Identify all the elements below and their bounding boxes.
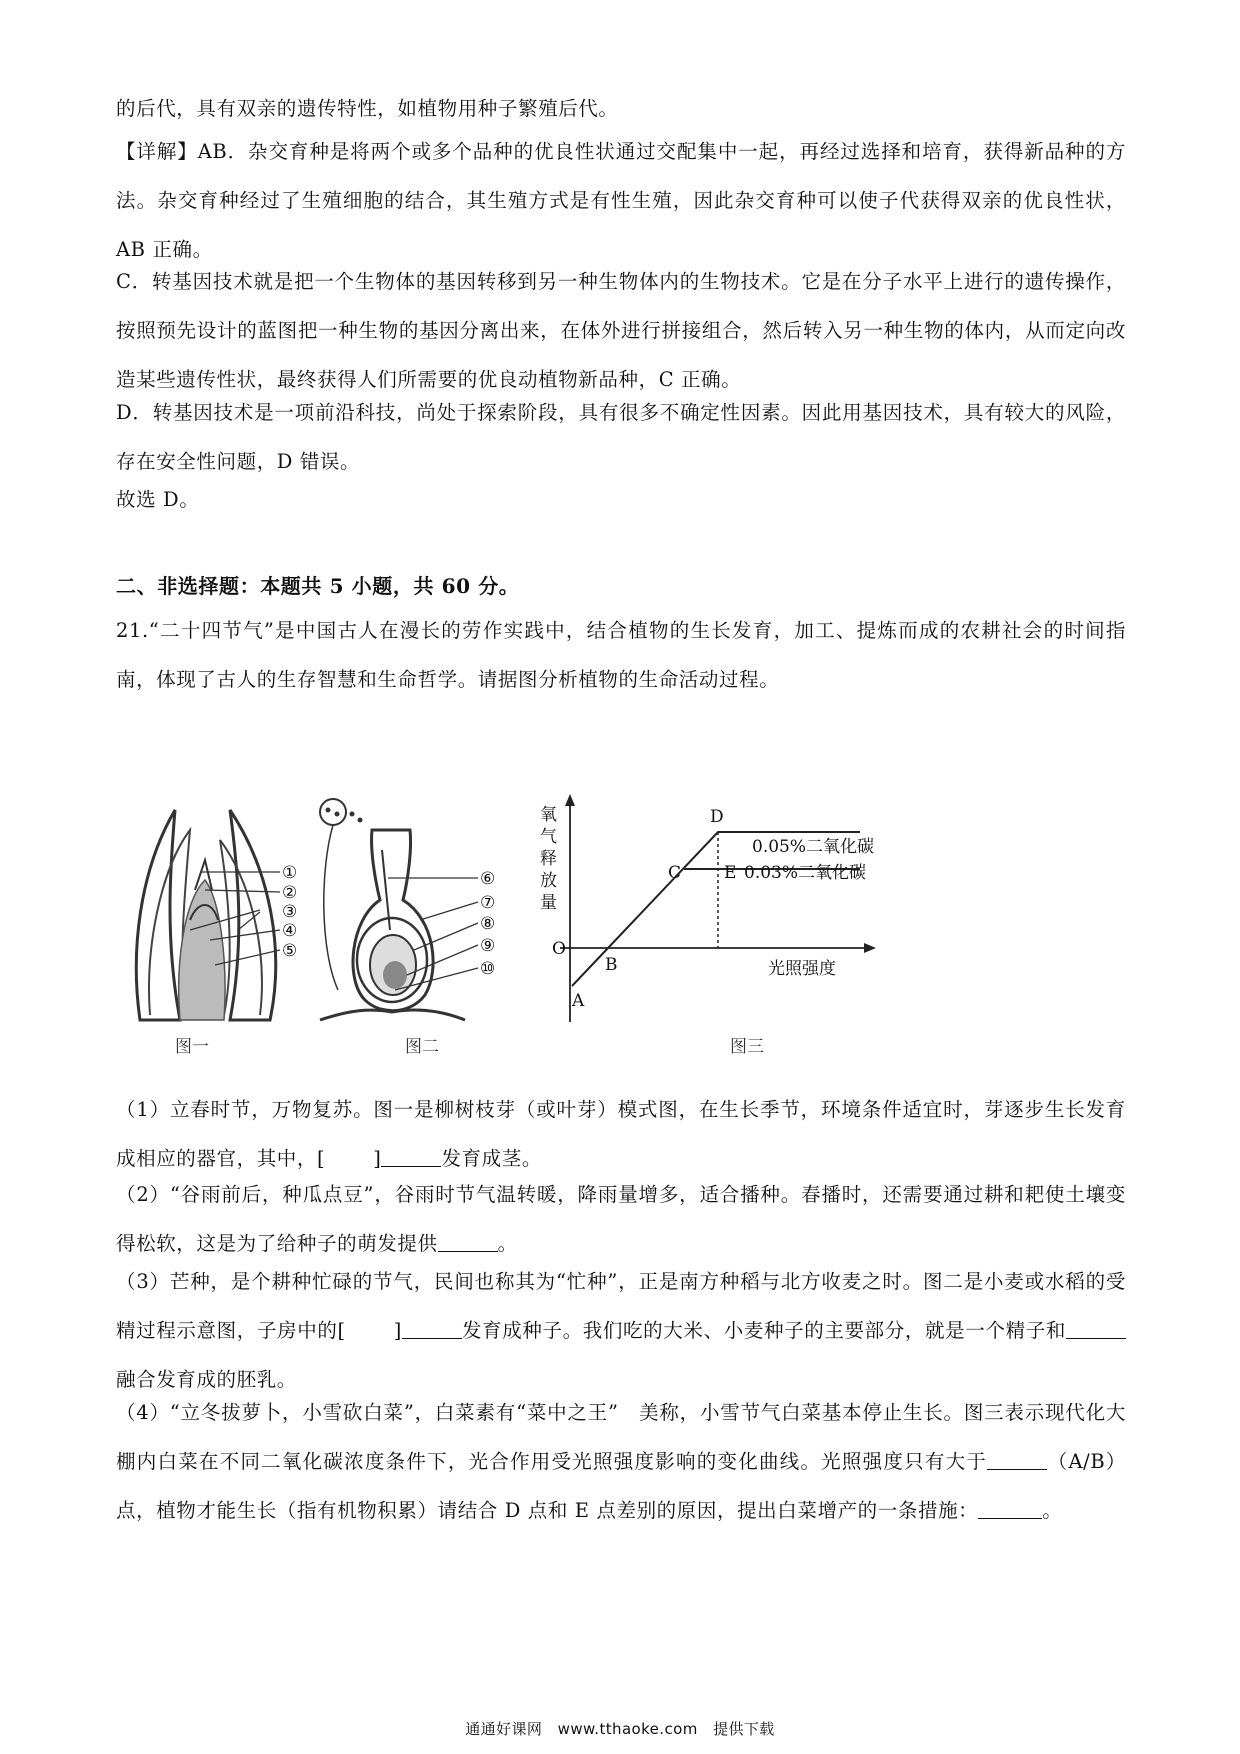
q3-text-a: （3）芒种，是个耕种忙碌的节气，民间也称其为“忙种”，正是南方种稻与北方收麦之时。图二是小麦或水稻的受精过程示意图，子房中的[ [116, 1270, 1126, 1342]
question-21-part-3 [116, 1257, 1126, 1404]
series-high-label: 0.05%二氧化碳 [752, 837, 875, 857]
fig1-label-4: ④ [282, 921, 298, 941]
q2-text-b: 。 [497, 1232, 518, 1255]
figures-row [120, 790, 1080, 1060]
answer-intro: 的后代，具有双亲的遗传特性，如植物用种子繁殖后代。 [116, 97, 619, 120]
chart-ylabel-1: 气 [540, 827, 557, 847]
page-footer: 通通好课网 www.tthaoke.com 提供下载 [465, 1720, 775, 1738]
chart-ylabel-4: 量 [540, 893, 557, 913]
figure-1-bud [136, 810, 297, 1057]
chart-point-b: B [605, 955, 618, 975]
detail-c: C．转基因技术就是把一个生物体的基因转移到另一种生物体内的生物技术。它是在分子水平上进行的遗传操作，按照预先设计的蓝图把一种生物的基因分离出来，在体外进行拼接组合，然后转入另一种生物的体内，从而定向改造某些遗传性状，最终获得人们所需要的优良动植物新品种，C 正确。 [116, 270, 1126, 391]
fig1-label-2: ② [282, 883, 298, 903]
chart-xlabel: 光照强度 [768, 959, 836, 979]
q2-answer-blank[interactable] [438, 1231, 498, 1252]
fig2-label-8: ⑧ [480, 914, 496, 934]
question-21-stem: 21.“二十四节气”是中国古人在漫长的劳作实践中，结合植物的生长发育，加工、提炼而成的农耕社会的时间指南，体现了古人的生存智慧和生命哲学。请据图分析植物的生命活动过程。 [116, 619, 1126, 691]
q1-text-c: 发育成茎。 [441, 1147, 542, 1170]
question-21-part-2 [116, 1170, 1126, 1268]
chart-ylabel-2: 释 [540, 849, 557, 869]
fig1-label-5: ⑤ [282, 941, 298, 961]
fig2-label-7: ⑦ [480, 893, 496, 913]
chart-point-a: A [572, 991, 585, 1011]
q3-text-d: 融合发育成的胚乳。 [116, 1368, 297, 1391]
chart-point-c: C [668, 863, 682, 883]
chart-origin-label: O [552, 939, 566, 959]
section-title: 二、非选择题：本题共 5 小题，共 60 分。 [116, 574, 520, 598]
q4-answer-blank-2[interactable] [978, 1498, 1042, 1519]
chart-ylabel-0: 氧 [540, 805, 557, 825]
figure-1-caption: 图一 [175, 1037, 209, 1057]
q3-text-c: 发育成种子。我们吃的大米、小麦种子的主要部分，就是一个精子和 [461, 1319, 1066, 1342]
q4-answer-blank-1[interactable] [987, 1449, 1047, 1470]
chart-point-e: E [724, 863, 737, 883]
q1-answer-blank[interactable] [381, 1146, 441, 1167]
q3-text-b: ] [393, 1319, 402, 1342]
fig1-label-1: ① [282, 863, 298, 883]
fig1-label-3: ③ [282, 902, 298, 922]
q3-answer-blank-2[interactable] [1066, 1318, 1126, 1339]
figure-2-caption: 图二 [405, 1037, 439, 1057]
q4-text-a: （4）“立冬拔萝卜，小雪砍白菜”，白菜素有“菜中之王” 美称，小雪节气白菜基本停止生长。图三表示现代化大棚内白菜在不同二氧化碳浓度条件下，光合作用受光照强度影响的变化曲线。光照强度只有大于 [116, 1401, 1126, 1473]
chart-ylabel-3: 放 [540, 871, 557, 891]
detail-d: D．转基因技术是一项前沿科技，尚处于探索阶段，具有很多不确定性因素。因此用基因技术，具有较大的风险，存在安全性问题，D 错误。 [116, 401, 1126, 473]
chart-point-d: D [710, 807, 724, 827]
q4-text-c: 。 [1042, 1499, 1063, 1522]
question-21-part-1 [116, 1085, 1126, 1183]
q1-text-b: ] [373, 1147, 382, 1170]
q3-answer-blank-1[interactable] [402, 1318, 462, 1339]
figure-3-caption: 图三 [730, 1037, 764, 1057]
fig2-label-9: ⑨ [480, 936, 496, 956]
series-low-label: 0.03%二氧化碳 [744, 863, 867, 883]
q1-text-a: （1）立春时节，万物复苏。图一是柳树枝芽（或叶芽）模式图，在生长季节，环境条件适宜时，芽逐步生长发育成相应的器官，其中，[ [116, 1098, 1126, 1170]
question-21-part-4 [116, 1388, 1126, 1535]
fig2-label-10: ⑩ [480, 959, 496, 979]
detail-ab: 【详解】AB．杂交育种是将两个或多个品种的优良性状通过交配集中一起，再经过选择和培育，获得新品种的方法。杂交育种经过了生殖细胞的结合，其生殖方式是有性生殖，因此杂交育种可以使子代获得双亲的优良性状，AB 正确。 [116, 140, 1126, 261]
fig2-label-6: ⑥ [480, 869, 496, 889]
q4-text-b: （A/B）点，植物才能生长（指有机物积累）请结合 D 点和 E 点差别的原因，提出白菜增产的一条措施： [116, 1450, 1126, 1522]
figure-3-chart [540, 794, 876, 1057]
q2-text-a: （2）“谷雨前后，种瓜点豆”，谷雨时节气温转暖，降雨量增多，适合播种。春播时，还需要通过耕和耙使土壤变得松软，这是为了给种子的萌发提供 [116, 1183, 1126, 1255]
figure-2-pistil [320, 799, 495, 1057]
conclusion: 故选 D。 [116, 488, 200, 511]
